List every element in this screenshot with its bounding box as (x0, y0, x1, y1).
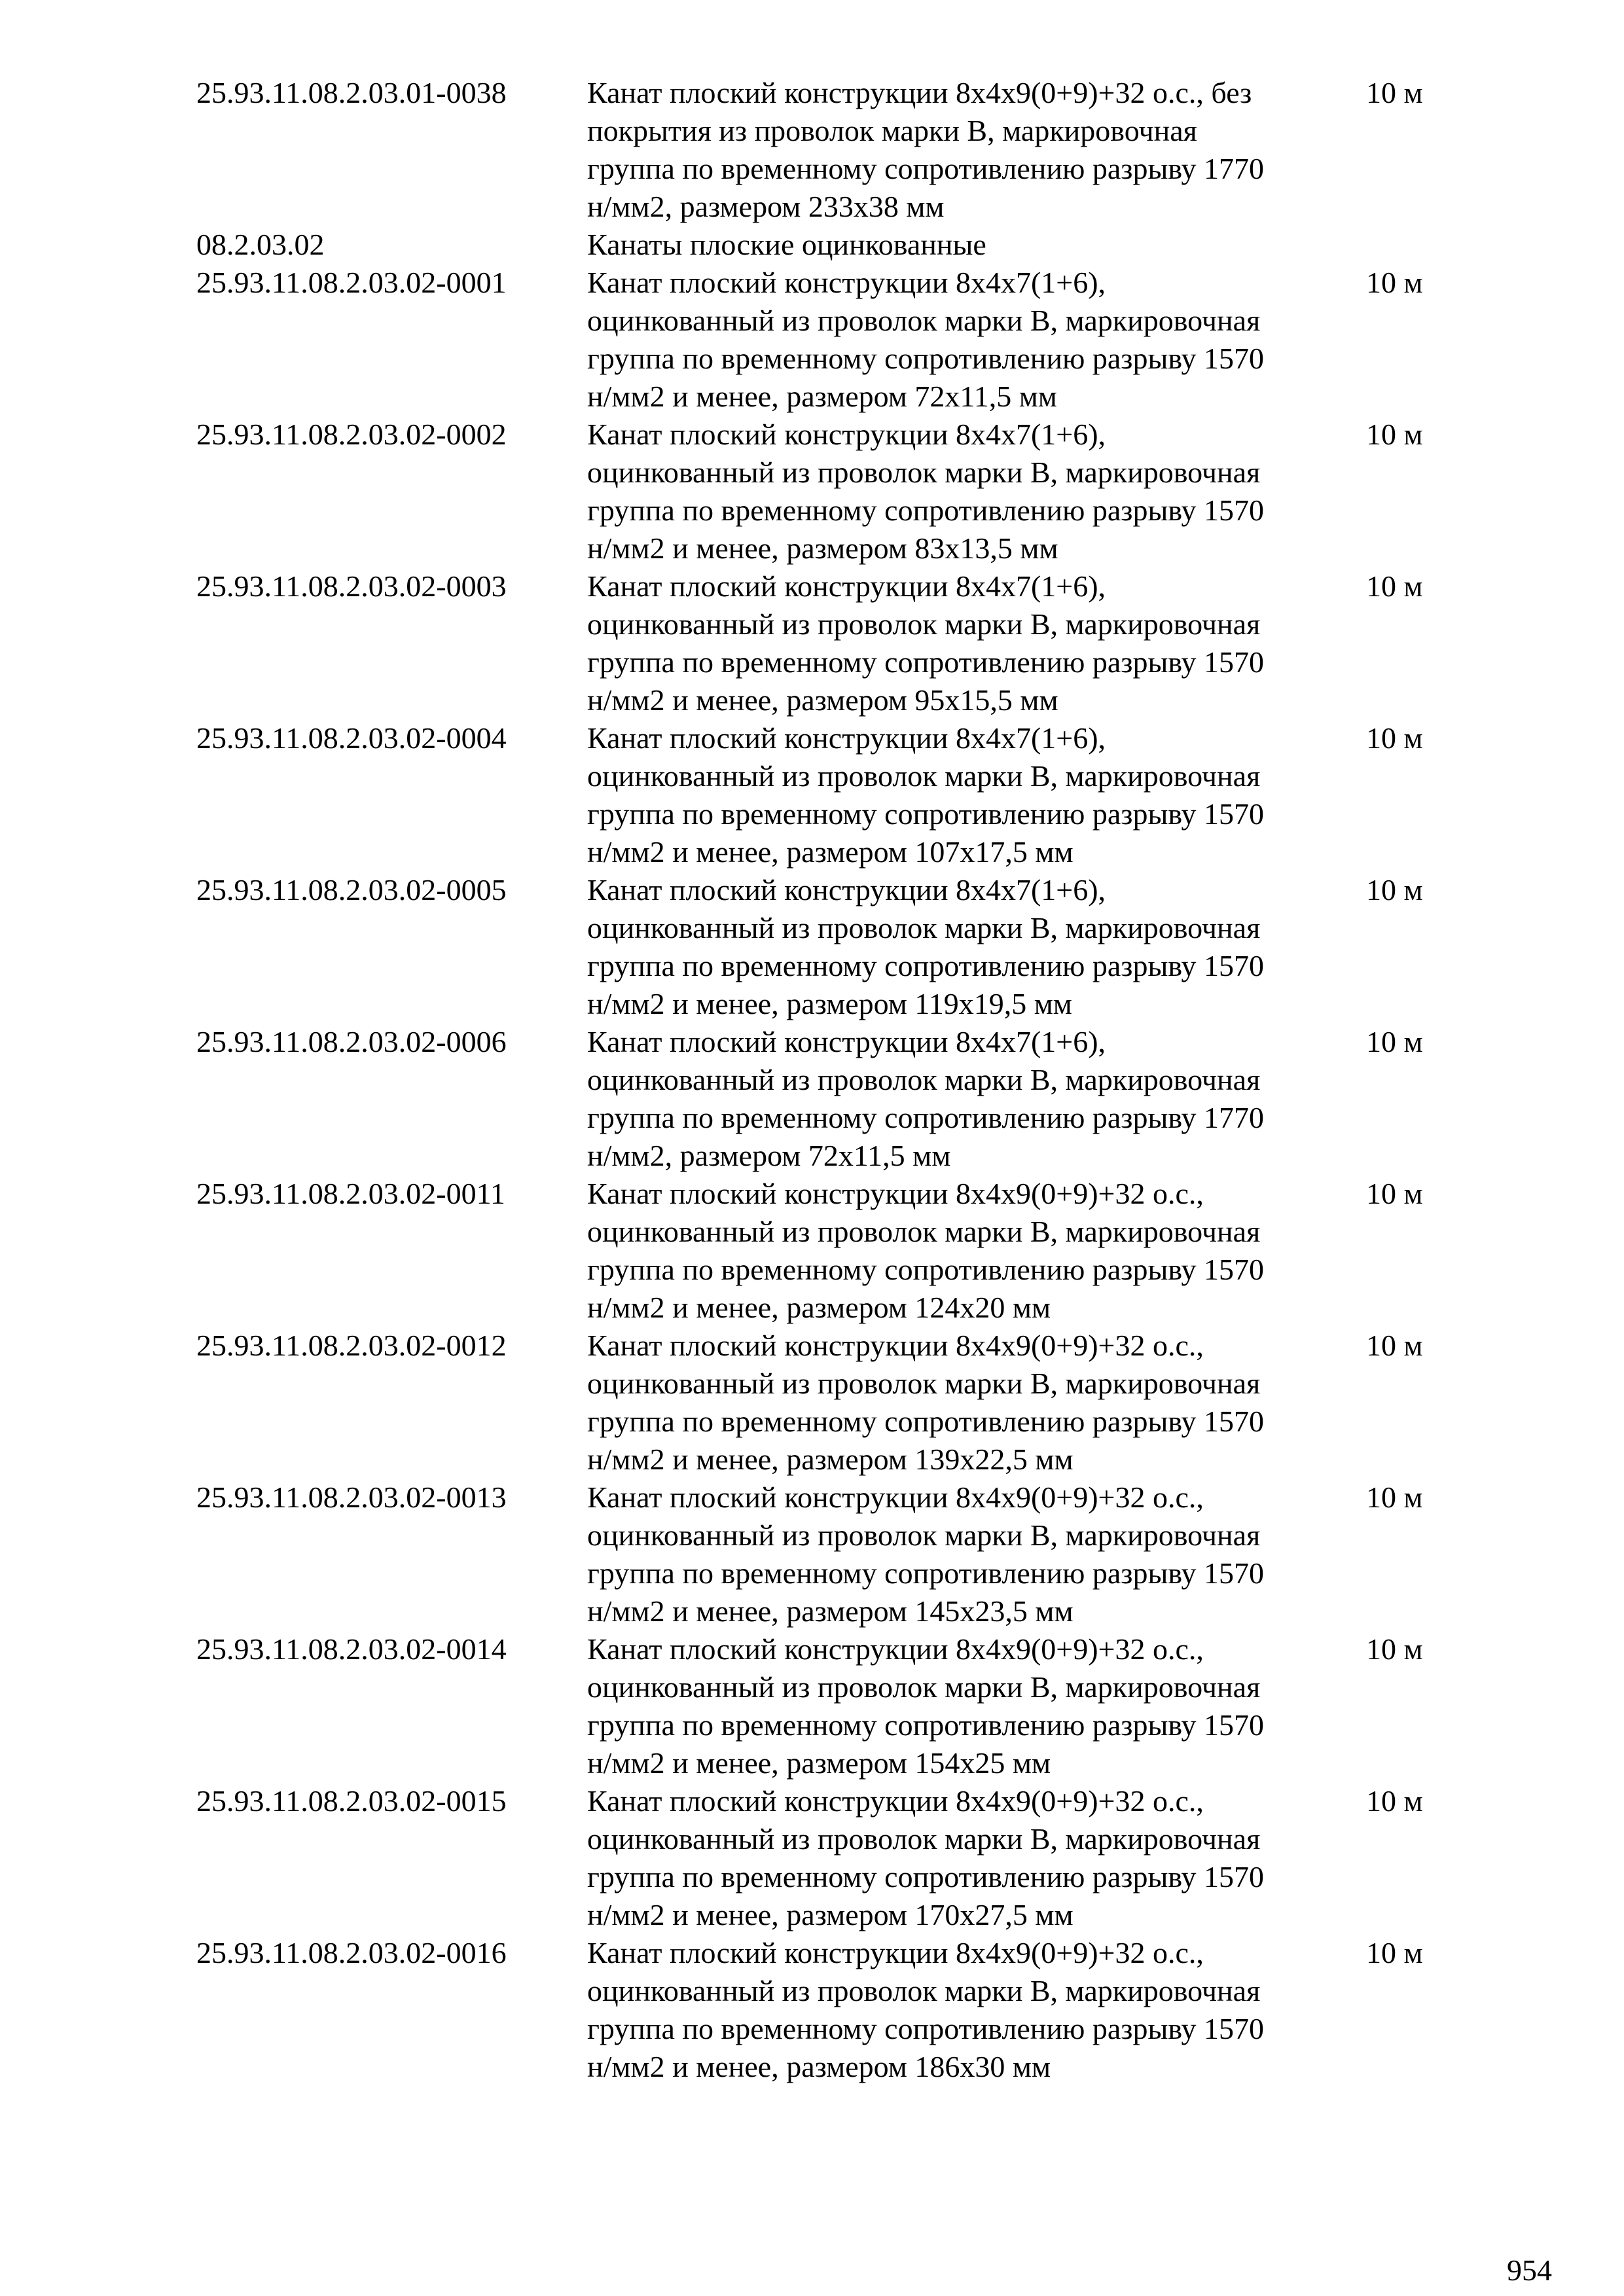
resource-description: Канат плоский конструкции 8х4х7(1+6), оцинкованный из проволок марки В, маркировочная группа по временному сопротивлению разрыву 1570 н/мм2 и менее, размером 107х17,5 мм (587, 721, 1265, 869)
list-item (196, 1630, 1479, 1782)
resource-code: 25.93.11.08.2.03.02-0004 (196, 721, 507, 755)
resource-code: 25.93.11.08.2.03.01-0038 (196, 76, 507, 109)
resource-unit: 10 м (1366, 569, 1423, 603)
resource-unit: 10 м (1366, 1177, 1423, 1210)
resource-unit: 10 м (1366, 721, 1423, 755)
resource-code: 25.93.11.08.2.03.02-0001 (196, 266, 507, 299)
resource-description: Канат плоский конструкции 8х4х9(0+9)+32 о.с., оцинкованный из проволок марки В, маркировочная группа по временному сопротивлению разрыву 1570 н/мм2 и менее, размером 139х22,5 мм (587, 1329, 1265, 1476)
resource-list (196, 74, 1479, 2086)
list-item (196, 567, 1479, 719)
list-item (196, 1023, 1479, 1175)
resource-unit: 10 м (1366, 1025, 1423, 1058)
resource-unit: 10 м (1366, 418, 1423, 451)
list-item (196, 719, 1479, 871)
resource-unit: 10 м (1366, 1480, 1423, 1514)
resource-description: Канат плоский конструкции 8х4х7(1+6), оцинкованный из проволок марки В, маркировочная группа по временному сопротивлению разрыву 1570 н/мм2 и менее, размером 119х19,5 мм (587, 873, 1265, 1020)
resource-code: 25.93.11.08.2.03.02-0015 (196, 1784, 507, 1818)
resource-code: 25.93.11.08.2.03.02-0006 (196, 1025, 507, 1058)
resource-description: Канат плоский конструкции 8х4х7(1+6), оцинкованный из проволок марки В, маркировочная группа по временному сопротивлению разрыву 1770 н/мм2, размером 72х11,5 мм (587, 1025, 1265, 1172)
list-item (196, 1934, 1479, 2086)
resource-unit: 10 м (1366, 1784, 1423, 1818)
resource-description: Канат плоский конструкции 8х4х7(1+6), оцинкованный из проволок марки В, маркировочная группа по временному сопротивлению разрыву 1570 н/мм2 и менее, размером 83х13,5 мм (587, 418, 1265, 565)
resource-unit: 10 м (1366, 266, 1423, 299)
list-item (196, 74, 1479, 226)
list-item (196, 264, 1479, 416)
resource-description: Канат плоский конструкции 8х4х9(0+9)+32 о.с., оцинкованный из проволок марки В, маркировочная группа по временному сопротивлению разрыву 1570 н/мм2 и менее, размером 124х20 мм (587, 1177, 1265, 1324)
resource-description: Канат плоский конструкции 8х4х9(0+9)+32 о.с., оцинкованный из проволок марки В, маркировочная группа по временному сопротивлению разрыву 1570 н/мм2 и менее, размером 154х25 мм (587, 1632, 1265, 1780)
resource-unit: 10 м (1366, 1329, 1423, 1362)
resource-code: 25.93.11.08.2.03.02-0016 (196, 1936, 507, 1969)
list-item (196, 1327, 1479, 1479)
resource-code: 25.93.11.08.2.03.02-0002 (196, 418, 507, 451)
resource-description: Канат плоский конструкции 8х4х9(0+9)+32 о.с., без покрытия из проволок марки В, маркировочная группа по временному сопротивлению разрыву 1770 н/мм2, размером 233х38 мм (587, 76, 1265, 223)
resource-description: Канат плоский конструкции 8х4х9(0+9)+32 о.с., оцинкованный из проволок марки В, маркировочная группа по временному сопротивлению разрыву 1570 н/мм2 и менее, размером 186х30 мм (587, 1936, 1265, 2083)
resource-code: 25.93.11.08.2.03.02-0011 (196, 1177, 505, 1210)
resource-code: 25.93.11.08.2.03.02-0014 (196, 1632, 507, 1666)
section-title: Канаты плоские оцинкованные (587, 228, 986, 261)
resource-code: 25.93.11.08.2.03.02-0013 (196, 1480, 507, 1514)
list-item (196, 871, 1479, 1023)
resource-code: 25.93.11.08.2.03.02-0003 (196, 569, 507, 603)
resource-description: Канат плоский конструкции 8х4х7(1+6), оцинкованный из проволок марки В, маркировочная группа по временному сопротивлению разрыву 1570 н/мм2 и менее, размером 95х15,5 мм (587, 569, 1265, 717)
resource-code: 25.93.11.08.2.03.02-0005 (196, 873, 507, 906)
page-number: 954 (1507, 2253, 1552, 2287)
section-code: 08.2.03.02 (196, 228, 325, 261)
list-item (196, 226, 1479, 264)
list-item (196, 1782, 1479, 1934)
resource-unit: 10 м (1366, 873, 1423, 906)
resource-unit: 10 м (1366, 1632, 1423, 1666)
resource-unit: 10 м (1366, 1936, 1423, 1969)
list-item (196, 1175, 1479, 1327)
resource-code: 25.93.11.08.2.03.02-0012 (196, 1329, 507, 1362)
resource-description: Канат плоский конструкции 8х4х9(0+9)+32 о.с., оцинкованный из проволок марки В, маркировочная группа по временному сопротивлению разрыву 1570 н/мм2 и менее, размером 170х27,5 мм (587, 1784, 1265, 1931)
resource-unit: 10 м (1366, 76, 1423, 109)
list-item (196, 416, 1479, 567)
resource-description: Канат плоский конструкции 8х4х7(1+6), оцинкованный из проволок марки В, маркировочная группа по временному сопротивлению разрыву 1570 н/мм2 и менее, размером 72х11,5 мм (587, 266, 1265, 413)
resource-description: Канат плоский конструкции 8х4х9(0+9)+32 о.с., оцинкованный из проволок марки В, маркировочная группа по временному сопротивлению разрыву 1570 н/мм2 и менее, размером 145х23,5 мм (587, 1480, 1265, 1628)
list-item (196, 1479, 1479, 1630)
